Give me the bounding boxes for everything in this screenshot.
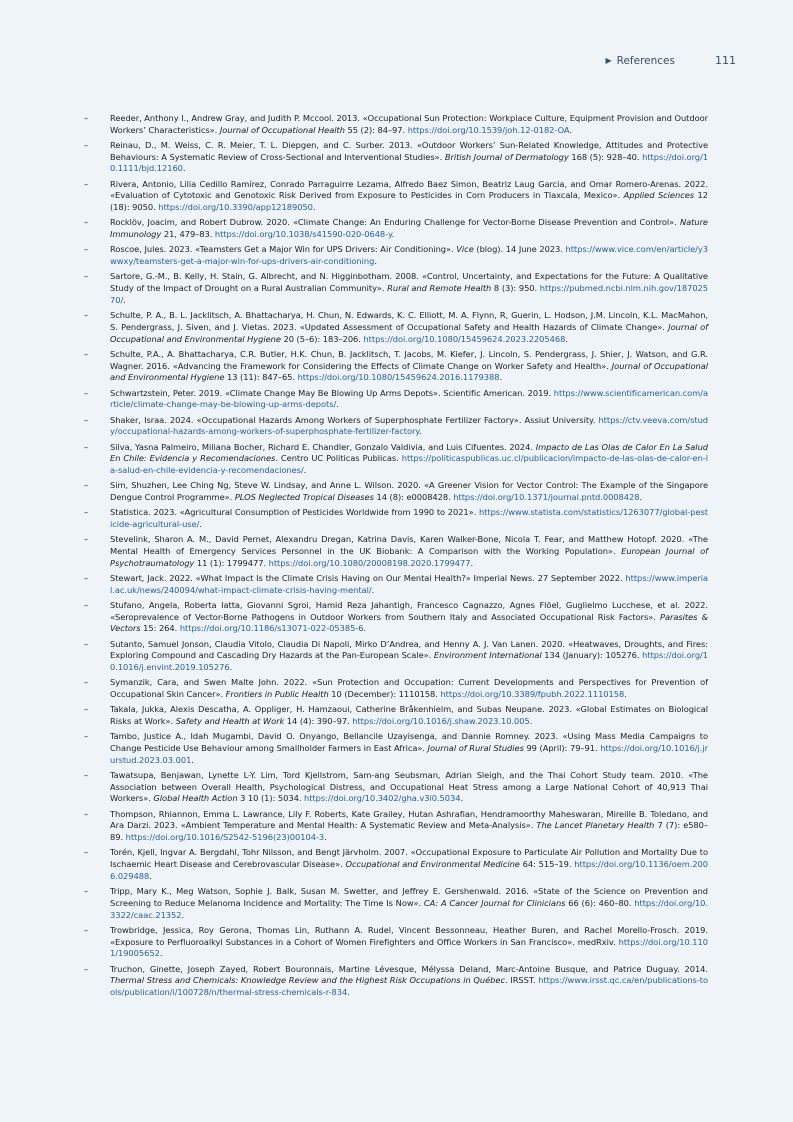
list-dash: – xyxy=(84,638,89,649)
reference-source-title: Global Health Action xyxy=(153,793,238,804)
reference-link[interactable]: https://doi.org/10.1016/j.shaw.2023.10.005 xyxy=(352,716,530,727)
reference-end: . xyxy=(529,716,533,727)
list-dash: – xyxy=(84,140,89,150)
reference-source-title: Impacto de Las Olas de Calor En La Salud En Chile: Evidencia y Recomendaciones xyxy=(110,441,708,464)
reference-link[interactable]: https://doi.org/10.1080/15459624.2016.1179388 xyxy=(297,372,500,383)
list-dash: – xyxy=(84,507,89,518)
list-dash: – xyxy=(84,178,89,189)
reference-end: . xyxy=(363,623,367,634)
reference-end: . xyxy=(499,372,503,383)
list-dash: – xyxy=(84,271,89,282)
reference-link[interactable]: https://doi.org/10.3322/caac.21352 xyxy=(110,897,708,920)
reference-details: 134 (January): 105276. xyxy=(541,650,643,661)
reference-details: 99 (April): 79–91. xyxy=(523,743,601,754)
list-dash: – xyxy=(84,599,89,610)
reference-item xyxy=(84,349,708,384)
reference-item xyxy=(84,925,708,960)
reference-source-title: PLOS Neglected Tropical Diseases xyxy=(234,491,374,502)
reference-text: Schulte, P.A., A. Bhattacharya, C.R. Butler, H.K. Chun, B. Jacklitsch, T. Jacobs, M. Kiefer, J. Lincoln, S. Pendergrass, J. Shier, J. Watson, and G.R. Wagner. 2016. «Advancing the Framework for Considering the Effects of Climate Change on Worker Safety and Health». xyxy=(110,348,708,371)
reference-source-title: Nature Immunology xyxy=(110,217,708,240)
reference-item xyxy=(84,770,708,805)
reference-details: 168 (5): 928–40. xyxy=(568,151,643,162)
list-dash: – xyxy=(84,886,89,897)
reference-source-title: Applied Sciences xyxy=(623,190,695,201)
reference-text: Statistica. 2023. «Agricultural Consumption of Pesticides Worldwide from 1990 to 2021». xyxy=(110,507,479,518)
reference-source-title: Safety and Health at Work xyxy=(175,716,285,727)
reference-end: . xyxy=(347,986,350,997)
reference-details: 66 (6): 460–80. xyxy=(565,897,635,908)
list-dash: – xyxy=(84,704,89,715)
reference-details: 7 (7): e580–89. xyxy=(110,820,708,843)
reference-end: . xyxy=(191,754,194,765)
reference-text: Schwartzstein, Peter. 2019. «Climate Change May Be Blowing Up Arms Depots». Scientific American. 2019. xyxy=(110,387,554,398)
reference-source-title: Journal of Occupational and Environmental Hygiene xyxy=(110,360,708,383)
reference-item xyxy=(84,507,708,530)
reference-text: Takala, Jukka, Alexis Descatha, A. Oppliger, H. Hamzaoui, Catherine Bråkenhielm, and Subas Neupane. 2023. «Global Estimates on Biological Risks at Work». xyxy=(110,704,708,727)
reference-item xyxy=(84,534,708,569)
reference-details: 14 (4): 390–97. xyxy=(284,716,353,727)
reference-end: . xyxy=(419,426,422,437)
reference-link[interactable]: https://www.statista.com/statistics/1263077/global-pesticide-agricultural-use/ xyxy=(110,507,708,529)
section-title: References xyxy=(616,54,675,67)
reference-text: Stufano, Angela, Roberta Iatta, Giovanni Sgroi, Hamid Reza Jahantigh, Francesco Cagnazzo, Agnes Flöel, Guglielmo Lucchese, et al. 2022. «Seroprevalence of Vector-Borne Pathogens in Outdoor Workers from Southern Italy and Associated Occupational Risk Factors». xyxy=(110,599,708,622)
reference-item xyxy=(84,179,708,214)
reference-end: . xyxy=(470,557,474,568)
reference-source-title: CA: A Cancer Journal for Clinicians xyxy=(423,897,566,908)
reference-text: Trowbridge, Jessica, Roy Gerona, Thomas Lin, Ruthann A. Rudel, Vincent Bessonneau, Heather Buren, and Rachel Morello-Frosch. 2019. «Exposure to Perfluoroalkyl Substances in a Cohort of Women Firefighters and Office Workers in San Francisco». medRxiv. xyxy=(110,924,708,947)
reference-end: . xyxy=(371,584,375,595)
reference-source-title: Environment International xyxy=(433,650,542,661)
reference-item xyxy=(84,113,708,136)
reference-item xyxy=(84,310,708,345)
reference-details: . Centro UC Politicas Publicas. xyxy=(275,453,402,464)
reference-details: 8 (3): 950. xyxy=(491,283,540,294)
reference-source-title: The Lancet Planetary Health xyxy=(536,820,655,831)
reference-item xyxy=(84,442,708,477)
reference-link[interactable]: https://www.scientificamerican.com/article/climate-change-may-be-blowing-up-arms-depots/ xyxy=(110,387,708,410)
list-dash: – xyxy=(84,731,89,742)
reference-link[interactable]: https://doi.org/10.1016/j.envint.2019.105276 xyxy=(110,650,709,673)
list-dash: – xyxy=(84,348,89,359)
reference-item xyxy=(84,140,708,175)
list-dash: – xyxy=(84,441,89,452)
reference-details: 14 (8): e0008428. xyxy=(373,491,454,502)
reference-item xyxy=(84,573,708,596)
reference-details: 55 (2): 84–97. xyxy=(344,124,408,135)
reference-link[interactable]: https://doi.org/10.1136/oem.2006.029488 xyxy=(110,859,709,881)
reference-item xyxy=(84,677,708,700)
reference-details: 3 10 (1): 5034. xyxy=(237,793,305,804)
reference-end: . xyxy=(182,163,186,174)
list-dash: – xyxy=(84,963,89,974)
reference-text: Symanzik, Cara, and Swen Malte John. 2022. «Sun Protection and Occupation: Current Developments and Perspectives for Prevention of Occupational Skin Cancer». xyxy=(110,677,708,700)
list-dash: – xyxy=(84,113,89,123)
reference-source-title: Rural and Remote Health xyxy=(387,283,492,294)
reference-details: 21, 479–83. xyxy=(161,229,215,240)
reference-details: . IRSST. xyxy=(504,975,539,986)
reference-link[interactable]: https://doi.org/10.1111/bjd.12160 xyxy=(110,151,708,174)
reference-item xyxy=(84,847,708,882)
reference-details: 15: 264. xyxy=(140,623,180,634)
reference-item xyxy=(84,388,708,411)
reference-link[interactable]: https://doi.org/10.1539/joh.12-0182-OA xyxy=(407,124,570,135)
reference-item xyxy=(84,964,708,999)
reference-text: Reinau, D., M. Weiss, C. R. Meier, T. L. Diepgen, and C. Surber. 2013. «Outdoor Workers’ Sun-Related Knowledge, Attitudes and Protective Behaviours: A Systematic Review of Cross-Sectional and Interventional Studies». xyxy=(110,140,708,162)
reference-text: Shaker, Israa. 2024. «Occupational Hazards Among Workers of Superphosphate Fertilizer Factory». Assiut University. xyxy=(110,414,599,425)
reference-text: Silva, Yasna Palmeiro, Miliana Bocher, Richard E. Chandler, Gonzalo Valdivia, and Luis Cifuentes. 2024. xyxy=(110,441,536,452)
reference-end: . xyxy=(123,294,126,305)
reference-text: Sutanto, Samuel Jonson, Claudia Vitolo, Claudia Di Napoli, Mirko D’Andrea, and Henny A. J. Van Lanen. 2020. «Heatwaves, Droughts, and Fires: Exploring Compound and Cascading Dry Hazards at the Pan-European Scale». xyxy=(110,638,708,661)
reference-end: . xyxy=(336,399,339,410)
reference-item xyxy=(84,731,708,766)
reference-source-title: British Journal of Dermatology xyxy=(444,151,569,162)
reference-text: Reeder, Anthony I., Andrew Gray, and Judith P. Mccool. 2013. «Occupational Sun Protection: Workplace Culture, Equipment Provision and Outdoor Workers’ Characteristics». xyxy=(110,113,708,135)
reference-link[interactable]: https://pubmed.ncbi.nlm.nih.gov/18702570/ xyxy=(110,283,709,305)
reference-item xyxy=(84,244,708,267)
reference-text: Stewart, Jack. 2022. «What Impact Is the Climate Crisis Having on Our Mental Health?» Imperial News. 27 September 2022. xyxy=(110,572,626,583)
reference-item xyxy=(84,480,708,503)
reference-link[interactable]: https://www.irsst.qc.ca/en/publications-tools/publication/i/100728/n/thermal-stress-chemicals-r-834 xyxy=(110,975,708,997)
reference-link[interactable]: https://politicaspublicas.uc.cl/publicacion/impacto-de-las-olas-de-calor-en-la-salud-en-chile-evidencia-y-recomendaciones/ xyxy=(110,453,708,475)
reference-details: 20 (5–6): 183–206. xyxy=(280,333,364,344)
reference-text: Thompson, Rhiannon, Emma L. Lawrance, Lily F. Roberts, Kate Grailey, Hutan Ashrafian, Hendramoorthy Maheswaran, Mireille B. Toledano, and Ara Darzi. 2023. «Ambient Temperature and Mental Health: A Systematic Review and Meta-Analysis». xyxy=(110,808,708,831)
list-dash: – xyxy=(84,480,89,491)
reference-source-title: Journal of Occupational Health xyxy=(219,124,345,135)
reference-link[interactable]: https://www.imperial.ac.uk/news/240094/what-impact-climate-crisis-having-mental/ xyxy=(110,572,708,595)
reference-source-title: Vice xyxy=(456,244,474,255)
reference-item xyxy=(84,886,708,921)
reference-details: 10 (December): 1110158. xyxy=(328,689,441,700)
reference-details: 11 (1): 1799477. xyxy=(194,557,269,568)
reference-text: Roscoe, Jules. 2023. «Teamsters Get a Major Win for UPS Drivers: Air Conditioning». xyxy=(110,244,457,255)
page-number: 111 xyxy=(715,54,736,67)
reference-end: . xyxy=(569,124,572,135)
reference-end: . xyxy=(624,689,627,700)
reference-link[interactable]: https://doi.org/10.1101/19005652 xyxy=(110,936,708,959)
reference-details: (blog). 14 June 2023. xyxy=(473,244,566,255)
list-dash: – xyxy=(84,534,89,545)
reference-text: Sartore, G.-M., B. Kelly, H. Stain, G. Albrecht, and N. Higginbotham. 2008. «Control, Uncertainty, and Expectations for the Future: A Qualitative Study of the Impact of Drought on a Rural Australian Community». xyxy=(110,271,708,294)
reference-link[interactable]: https://doi.org/10.1016/j.jrurstud.2023.03.001 xyxy=(110,743,708,765)
reference-link[interactable]: https://doi.org/10.3389/fpubh.2022.1110158 xyxy=(440,689,625,700)
reference-details: 64: 515–19. xyxy=(519,859,575,870)
list-dash: – xyxy=(84,244,89,255)
reference-end: . xyxy=(229,662,233,673)
reference-item xyxy=(84,809,708,844)
list-dash: – xyxy=(84,310,89,321)
reference-end: . xyxy=(149,870,152,881)
reference-text: Sim, Shuzhen, Lee Ching Ng, Steve W. Lindsay, and Anne L. Wilson. 2020. «A Greener Vision for Vector Control: The Example of the Singapore Dengue Control Programme». xyxy=(110,480,708,502)
reference-end: . xyxy=(391,229,395,240)
reference-link[interactable]: https://doi.org/10.1080/20008198.2020.1799477 xyxy=(268,557,471,568)
reference-source-title: Journal of Occupational and Environmental Hygiene xyxy=(110,321,708,344)
triangle-right-icon: ▶ xyxy=(605,56,612,65)
reference-link[interactable]: https://doi.org/10.3402/gha.v3i0.5034 xyxy=(304,793,461,804)
reference-link[interactable]: https://doi.org/10.1080/15459624.2023.2205468 xyxy=(363,333,566,344)
list-dash: – xyxy=(84,847,89,858)
reference-item xyxy=(84,415,708,438)
running-header xyxy=(605,54,736,67)
reference-source-title: Journal of Rural Studies xyxy=(427,743,524,754)
list-dash: – xyxy=(84,572,89,583)
reference-text: Rocklöv, Joacim, and Robert Dubrow. 2020. «Climate Change: An Enduring Challenge for Vector-Borne Disease Prevention and Control». xyxy=(110,217,680,228)
reference-details: 12 (18): 9050. xyxy=(110,190,709,213)
reference-details: 13 (11): 847–65. xyxy=(224,372,298,383)
reference-text: Stevelink, Sharon A. M., David Pernet, Alexandru Dregan, Katrina Davis, Karen Walker-Bone, Nicola T. Fear, and Matthew Hotopf. 2020. «The Mental Health of Emergency Services Personnel in the UK Biobank: A Comparison with the Working Population». xyxy=(110,534,708,556)
reference-source-title: Frontiers in Public Health xyxy=(225,689,329,700)
list-dash: – xyxy=(84,770,89,781)
reference-list xyxy=(84,113,708,1002)
reference-item xyxy=(84,704,708,727)
reference-text: Rivera, Antonio, Lilia Cedillo Ramírez, Conrado Parraguirre Lezama, Alfredo Baez Simon, Beatriz Laug Garcia, and Omar Romero-Arenas. 2022. «Evaluation of Cytotoxic and Genotoxic Risk Derived from Exposure to Pesticides in Corn Producers in Tlaxcala, Mexico». xyxy=(110,178,708,201)
reference-end: . xyxy=(565,333,568,344)
reference-text: Tripp, Mary K., Meg Watson, Sophie J. Balk, Susan M. Swetter, and Jeffrey E. Gershenwald. 2016. «State of the Science on Prevention and Screening to Reduce Melanoma Incidence and Mortality: The Time Is Now». xyxy=(110,886,708,908)
list-dash: – xyxy=(84,387,89,398)
reference-end: . xyxy=(324,832,327,843)
reference-text: Tambo, Justice A., Idah Mugambi, David O. Onyango, Bellancile Uzayisenga, and Dannie Romney. 2023. «Using Mass Media Campaigns to Change Pesticide Use Behaviour among Smallholder Farmers in East Africa». xyxy=(110,731,708,754)
reference-link[interactable]: https://doi.org/10.1371/journal.pntd.0008428 xyxy=(453,491,640,502)
list-dash: – xyxy=(84,808,89,819)
reference-link[interactable]: https://ctv.veeva.com/study/occupational-hazards-among-workers-of-superphosphate-fertilizer-factory xyxy=(110,414,708,437)
reference-end: . xyxy=(460,793,464,804)
reference-end: . xyxy=(181,909,185,920)
reference-link[interactable]: https://doi.org/10.1016/S2542-5196(23)00104-3 xyxy=(125,832,325,843)
reference-source-title: European Journal of Psychotraumatology xyxy=(110,545,708,568)
reference-link[interactable]: https://doi.org/10.1186/s13071-022-05385-6 xyxy=(179,623,364,634)
list-dash: – xyxy=(84,677,89,688)
reference-end: . xyxy=(159,948,163,959)
reference-end: . xyxy=(199,518,202,529)
reference-end: . xyxy=(639,491,643,502)
reference-text: Truchon, Ginette, Joseph Zayed, Robert Bouronnais, Martine Lévesque, Mélyssa Deland, Marc-Antoine Busque, and Patrice Duguay. 2014. xyxy=(110,963,708,974)
reference-source-title: Parasites & Vectors xyxy=(110,611,708,634)
reference-source-title: Occupational and Environmental Medicine xyxy=(345,859,520,870)
reference-text: Tawatsupa, Benjawan, Lynette L-Y. Lim, Tord Kjellstrom, Sam-ang Seubsman, Adrian Sleigh, and the Thai Cohort Study team. 2010. «The Association between Overall Health, Psychological Distress, and Occupational Heat Stress among a Large National Cohort of 40,913 Thai Workers». xyxy=(110,770,708,804)
list-dash: – xyxy=(84,217,89,228)
reference-item xyxy=(84,271,708,306)
reference-end: . xyxy=(374,256,377,267)
reference-item xyxy=(84,217,708,240)
reference-end: . xyxy=(303,464,307,475)
list-dash: – xyxy=(84,924,89,935)
reference-link[interactable]: https://doi.org/10.3390/app12189050 xyxy=(158,202,313,213)
reference-item xyxy=(84,600,708,635)
reference-text: Schulte, P. A., B. L. Jacklitsch, A. Bhattacharya, H. Chun, N. Edwards, K. C. Elliott, M. A. Flynn, R, Guerin, L. Hodson, J.M. Lincoln, K.L. MacMahon, S. Pendergrass, J. Siven, and J. Vietas. 2023. «Updated Assessment of Occupational Safety and Health Hazards of Climate Change». xyxy=(110,310,708,332)
reference-text: Torén, Kjell, Ingvar A. Bergdahl, Tohr Nilsson, and Bengt Järvholm. 2007. «Occupational Exposure to Particulate Air Pollution and Mortality Due to Ischaemic Heart Disease and Cerebrovascular Disease». xyxy=(110,847,708,870)
reference-link[interactable]: https://doi.org/10.1038/s41590-020-0648-y xyxy=(214,229,392,240)
reference-source-title: Thermal Stress and Chemicals: Knowledge Review and the Highest Risk Occupations in Québec xyxy=(110,975,505,986)
reference-end: . xyxy=(312,202,316,213)
reference-item xyxy=(84,639,708,674)
list-dash: – xyxy=(84,414,89,425)
reference-link[interactable]: https://www.vice.com/en/article/y3wwxy/teamsters-get-a-major-win-for-ups-drivers-air-conditioning xyxy=(110,244,708,267)
